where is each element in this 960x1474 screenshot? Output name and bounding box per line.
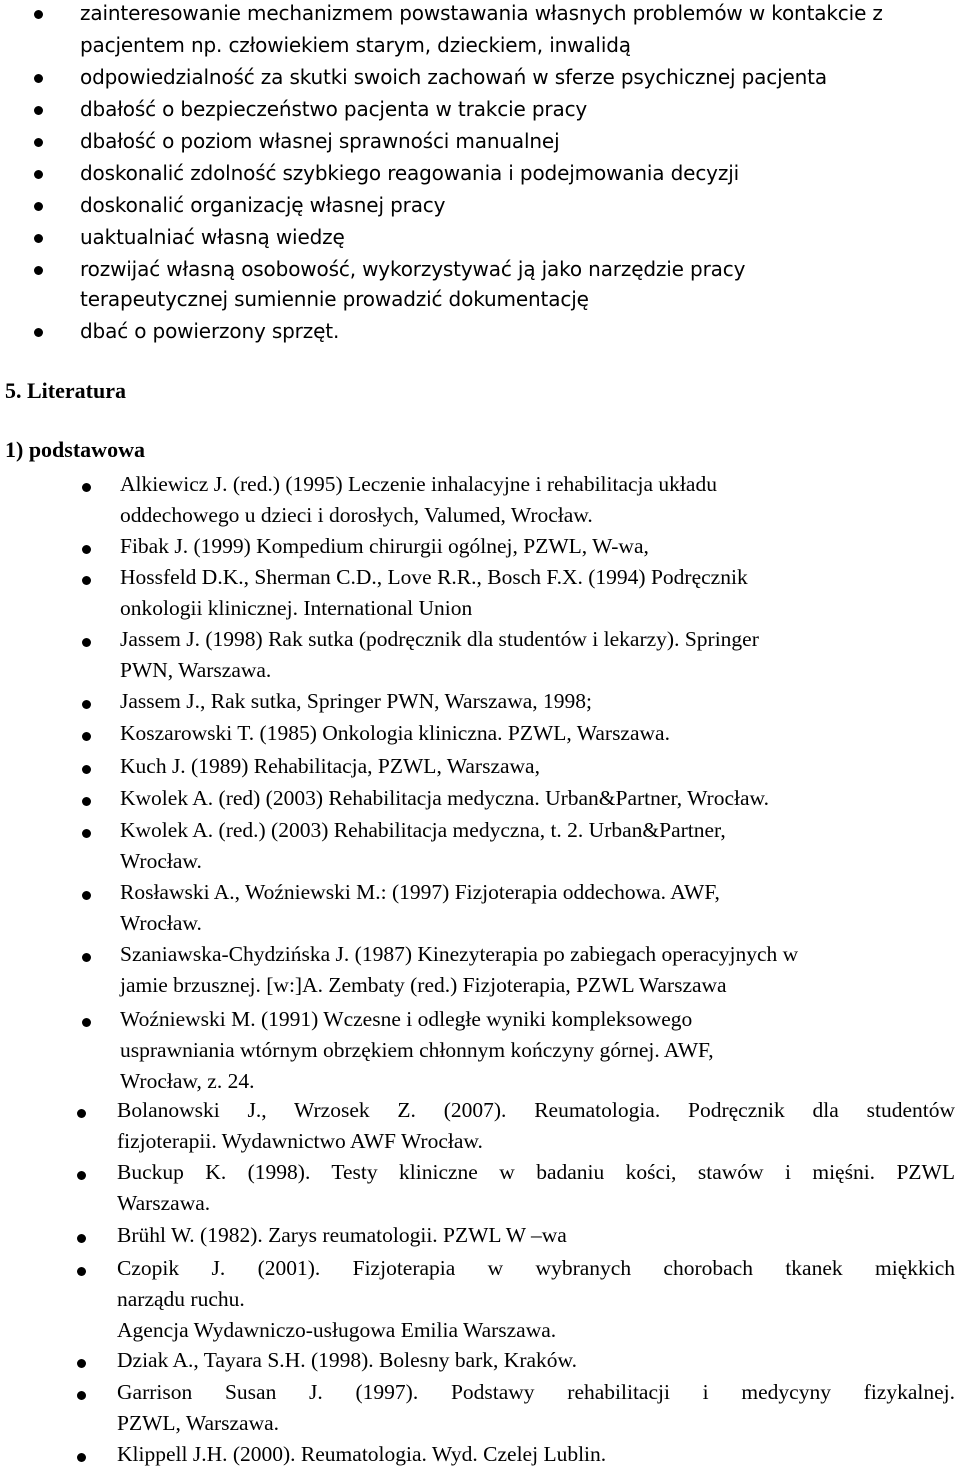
list-item-text: odpowiedzialność za skutki swoich zachowań w sferze psychicznej pacjenta	[80, 65, 827, 89]
bullet-icon	[82, 576, 91, 585]
list-item-text: uaktualniać własną wiedzę	[80, 225, 345, 249]
bibliography-line: Hossfeld D.K., Sherman C.D., Love R.R., Bosch F.X. (1994) Podręcznik	[120, 565, 748, 589]
list-item-text: dbałość o poziom własnej sprawności manualnej	[80, 129, 560, 153]
bibliography-line: Garrison Susan J. (1997). Podstawy rehabilitacji i medycyny fizykalnej.	[117, 1380, 955, 1404]
bibliography-line: onkologii klinicznej. International Union	[120, 596, 473, 620]
bibliography-line: Szaniawska-Chydzińska J. (1987) Kinezyterapia po zabiegach operacyjnych w	[120, 942, 799, 966]
bibliography-line: PZWL, Warszawa.	[117, 1411, 280, 1435]
bibliography-line: Czopik J. (2001). Fizjoterapia w wybranych chorobach tkanek miękkich	[117, 1256, 955, 1280]
bibliography-line: Kuch J. (1989) Rehabilitacja, PZWL, Warszawa,	[120, 754, 540, 778]
bibliography-line: Jassem J., Rak sutka, Springer PWN, Warszawa, 1998;	[120, 689, 592, 713]
bullet-icon	[34, 328, 43, 337]
bullet-icon	[34, 138, 43, 147]
bullet-icon	[77, 1453, 86, 1462]
list-item-text: pacjentem np. człowiekiem starym, dzieckiem, inwalidą	[80, 33, 631, 57]
bibliography-line: oddechowego u dzieci i dorosłych, Valumed, Wrocław.	[120, 503, 593, 527]
list-item-text: doskonalić zdolność szybkiego reagowania i podejmowania decyzji	[80, 161, 740, 185]
bullet-icon	[82, 1018, 91, 1027]
bibliography-line: Alkiewicz J. (red.) (1995) Leczenie inhalacyjne i rehabilitacja układu	[120, 472, 717, 496]
bullet-icon	[82, 765, 91, 774]
list-item-text: doskonalić organizację własnej pracy	[80, 193, 446, 217]
bullet-icon	[34, 10, 43, 19]
bullet-icon	[82, 829, 91, 838]
bibliography-line: Dziak A., Tayara S.H. (1998). Bolesny bark, Kraków.	[117, 1348, 578, 1372]
bibliography-line: Buckup K. (1998). Testy kliniczne w badaniu kości, stawów i mięśni. PZWL	[117, 1160, 955, 1184]
bibliography-line: Bolanowski J., Wrzosek Z. (2007). Reumatologia. Podręcznik dla studentów	[117, 1098, 955, 1122]
bibliography-line: Woźniewski M. (1991) Wczesne i odległe wyniki kompleksowego	[120, 1007, 693, 1031]
bibliography-line: Warszawa.	[117, 1191, 211, 1215]
bullet-icon	[34, 202, 43, 211]
bibliography-line: Jassem J. (1998) Rak sutka (podręcznik dla studentów i lekarzy). Springer	[120, 627, 759, 651]
bullet-icon	[34, 106, 43, 115]
list-item-text: zainteresowanie mechanizmem powstawania własnych problemów w kontakcie z	[80, 1, 883, 25]
bullet-icon	[82, 638, 91, 647]
bullet-icon	[34, 266, 43, 275]
bibliography-line: narządu ruchu.	[117, 1287, 245, 1311]
bibliography-line: Brühl W. (1982). Zarys reumatologii. PZWL W –wa	[117, 1223, 567, 1247]
bullet-icon	[82, 700, 91, 709]
list-item-text: rozwijać własną osobowość, wykorzystywać ją jako narzędzie pracy	[80, 257, 746, 281]
bullet-icon	[77, 1171, 86, 1180]
list-item-text: dbałość o bezpieczeństwo pacjenta w trakcie pracy	[80, 97, 588, 121]
bibliography-line: Kwolek A. (red.) (2003) Rehabilitacja medyczna, t. 2. Urban&Partner,	[120, 818, 726, 842]
section-heading: 5. Literatura	[5, 378, 126, 403]
bibliography-line: Rosławski A., Woźniewski M.: (1997) Fizjoterapia oddechowa. AWF,	[120, 880, 720, 904]
bibliography-line: Fibak J. (1999) Kompedium chirurgii ogólnej, PZWL, W-wa,	[120, 534, 649, 558]
bullet-icon	[34, 234, 43, 243]
bibliography-line: Wrocław.	[120, 911, 202, 935]
bullet-icon	[82, 891, 91, 900]
bibliography-line: usprawniania wtórnym obrzękiem chłonnym kończyny górnej. AWF,	[120, 1038, 714, 1062]
bullet-icon	[34, 170, 43, 179]
bibliography-line: PWN, Warszawa.	[120, 658, 272, 682]
list-item-text: dbać o powierzony sprzęt.	[80, 319, 340, 343]
bullet-icon	[77, 1391, 86, 1400]
bibliography-line: Wrocław, z. 24.	[120, 1069, 255, 1093]
bullet-icon	[77, 1234, 86, 1243]
bullet-icon	[77, 1109, 86, 1118]
bibliography-line: Koszarowski T. (1985) Onkologia kliniczna. PZWL, Warszawa.	[120, 721, 670, 745]
bullet-icon	[34, 74, 43, 83]
bibliography-line: fizjoterapii. Wydawnictwo AWF Wrocław.	[117, 1129, 483, 1153]
bibliography-line: Agencja Wydawniczo-usługowa Emilia Warszawa.	[117, 1318, 557, 1342]
bibliography-line: Kwolek A. (red) (2003) Rehabilitacja medyczna. Urban&Partner, Wrocław.	[120, 786, 770, 810]
bibliography-line: Klippell J.H. (2000). Reumatologia. Wyd. Czelej Lublin.	[117, 1442, 607, 1466]
bullet-icon	[82, 545, 91, 554]
bullet-icon	[82, 483, 91, 492]
bullet-icon	[77, 1267, 86, 1276]
bullet-icon	[82, 953, 91, 962]
bibliography-line: Wrocław.	[120, 849, 202, 873]
bullet-icon	[77, 1359, 86, 1368]
bibliography-line: jamie brzusznej. [w:]A. Zembaty (red.) Fizjoterapia, PZWL Warszawa	[120, 973, 727, 997]
bullet-icon	[82, 797, 91, 806]
subsection-heading: 1) podstawowa	[5, 437, 145, 462]
bullet-icon	[82, 732, 91, 741]
list-item-text: terapeutycznej sumiennie prowadzić dokumentację	[80, 287, 589, 311]
